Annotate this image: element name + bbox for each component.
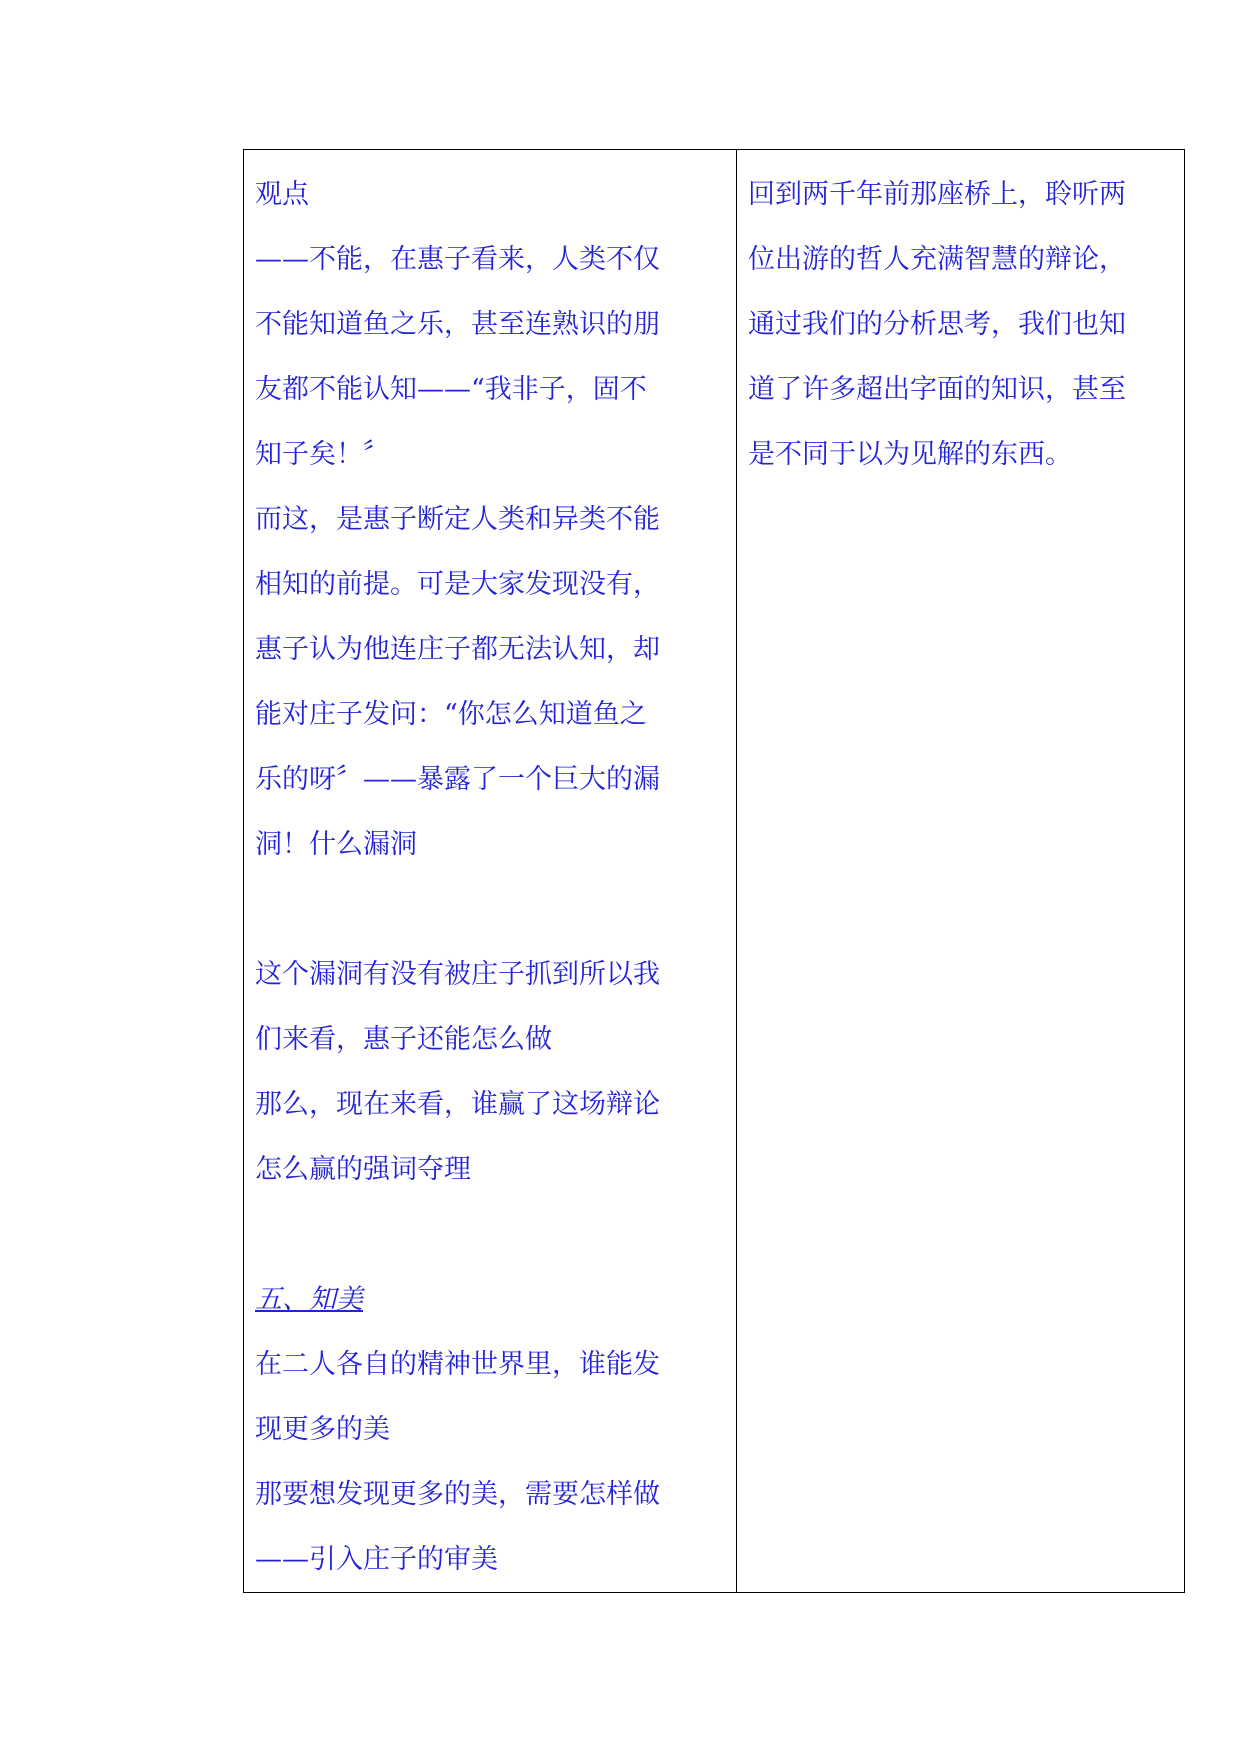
text-line: 友都不能认知——“我非子，固不 <box>255 374 647 405</box>
right-cell <box>737 150 1185 1593</box>
text-line: 回到两千年前那座桥上，聆听两 <box>748 179 1126 210</box>
text-line: 那要想发现更多的美，需要怎样做 <box>255 1479 660 1510</box>
text-line: 们来看，惠子还能怎么做 <box>255 1024 552 1055</box>
text-line: 位出游的哲人充满智慧的辩论， <box>748 244 1126 275</box>
text-line: 这个漏洞有没有被庄子抓到所以我 <box>255 959 660 990</box>
text-line: 而这，是惠子断定人类和异类不能 <box>255 504 660 535</box>
blank-line <box>255 1202 726 1267</box>
text-line: ——不能，在惠子看来，人类不仅 <box>255 244 660 275</box>
text-line: 洞！什么漏洞 <box>255 829 417 860</box>
text-line: 观点 <box>255 179 309 210</box>
text-line: 通过我们的分析思考，我们也知 <box>748 309 1126 340</box>
text-line: 相知的前提。可是大家发现没有， <box>255 569 660 600</box>
text-line: 惠子认为他连庄子都无法认知，却 <box>255 634 660 665</box>
text-line: ——引入庄子的审美 <box>255 1544 498 1575</box>
text-line: 那么，现在来看，谁赢了这场辩论 <box>255 1089 660 1120</box>
text-line: 知子矣！〞 <box>255 439 390 470</box>
section-heading: 五、知美 <box>255 1284 363 1315</box>
text-line: 能对庄子发问：“你怎么知道鱼之 <box>255 699 647 730</box>
lesson-table <box>243 149 1185 1593</box>
table-row <box>244 150 1185 1593</box>
text-line: 怎么赢的强词夺理 <box>255 1154 471 1185</box>
text-line: 道了许多超出字面的知识，甚至 <box>748 374 1126 405</box>
text-line: 是不同于以为见解的东西。 <box>748 439 1072 470</box>
text-line: 不能知道鱼之乐，甚至连熟识的朋 <box>255 309 660 340</box>
text-line: 乐的呀〞——暴露了一个巨大的漏 <box>255 764 660 795</box>
blank-line <box>255 877 726 942</box>
text-line: 在二人各自的精神世界里，谁能发 <box>255 1349 660 1380</box>
left-cell <box>244 150 737 1593</box>
text-line: 现更多的美 <box>255 1414 390 1445</box>
